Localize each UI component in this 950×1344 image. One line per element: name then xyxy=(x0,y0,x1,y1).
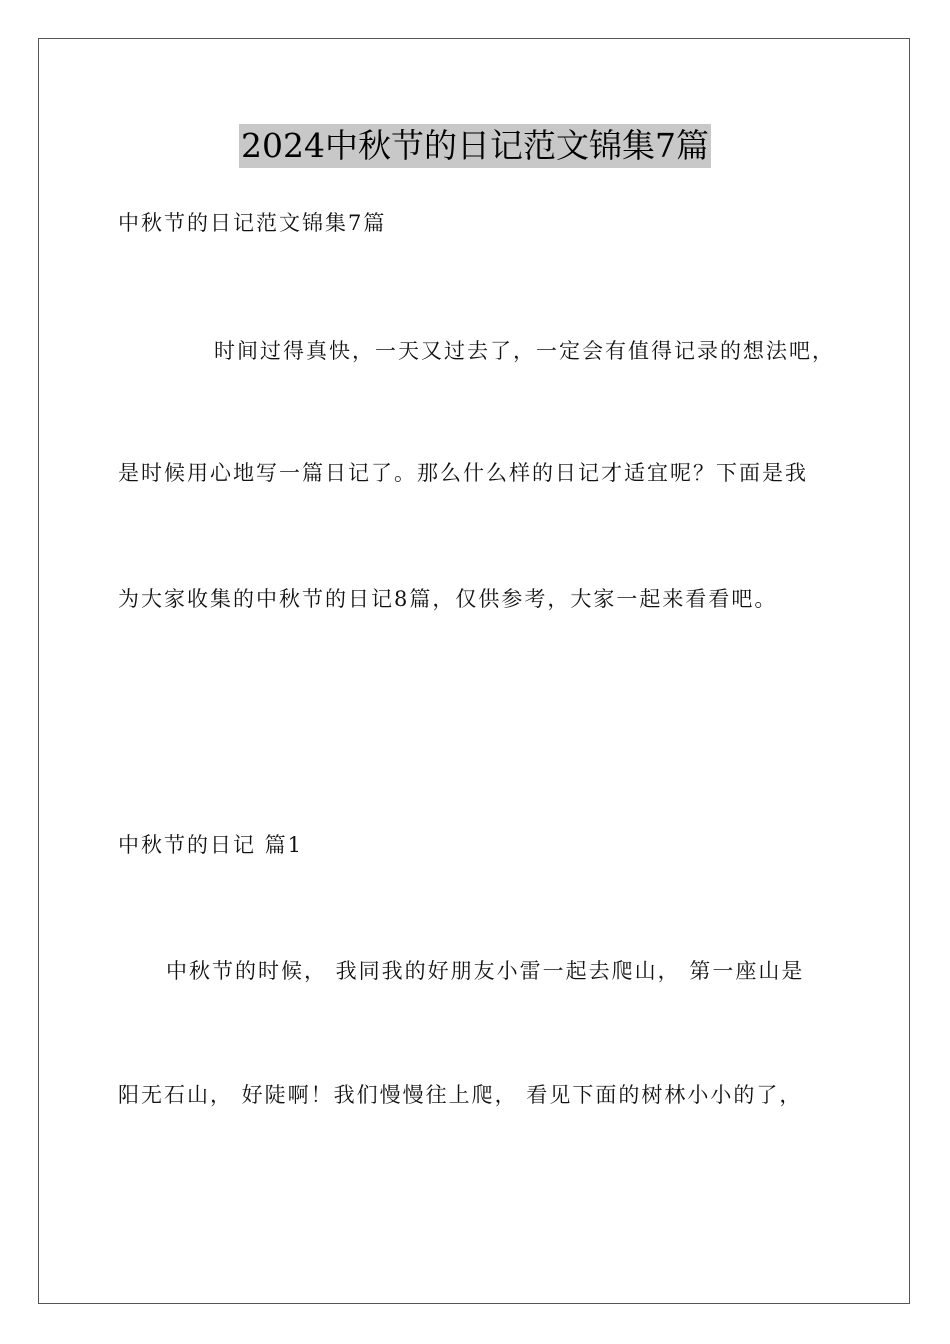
section-line-2: 阳无石山， 好陡啊！我们慢慢往上爬， 看见下面的树林小小的了， xyxy=(118,1083,803,1107)
section-heading: 中秋节的日记 篇1 xyxy=(118,833,304,857)
document-subtitle: 中秋节的日记范文锦集7篇 xyxy=(118,211,387,235)
title-container xyxy=(0,124,950,168)
intro-line-2: 是时候用心地写一篇日记了。那么什么样的日记才适宜呢？下面是我 xyxy=(118,461,808,485)
section-line-1: 中秋节的时候， 我同我的好朋友小雷一起去爬山， 第一座山是 xyxy=(166,959,805,983)
document-title: 2024中秋节的日记范文锦集7篇 xyxy=(239,124,711,168)
intro-line-3: 为大家收集的中秋节的日记8篇，仅供参考，大家一起来看看吧。 xyxy=(118,587,778,611)
intro-line-1: 时间过得真快，一天又过去了，一定会有值得记录的想法吧， xyxy=(214,339,835,363)
